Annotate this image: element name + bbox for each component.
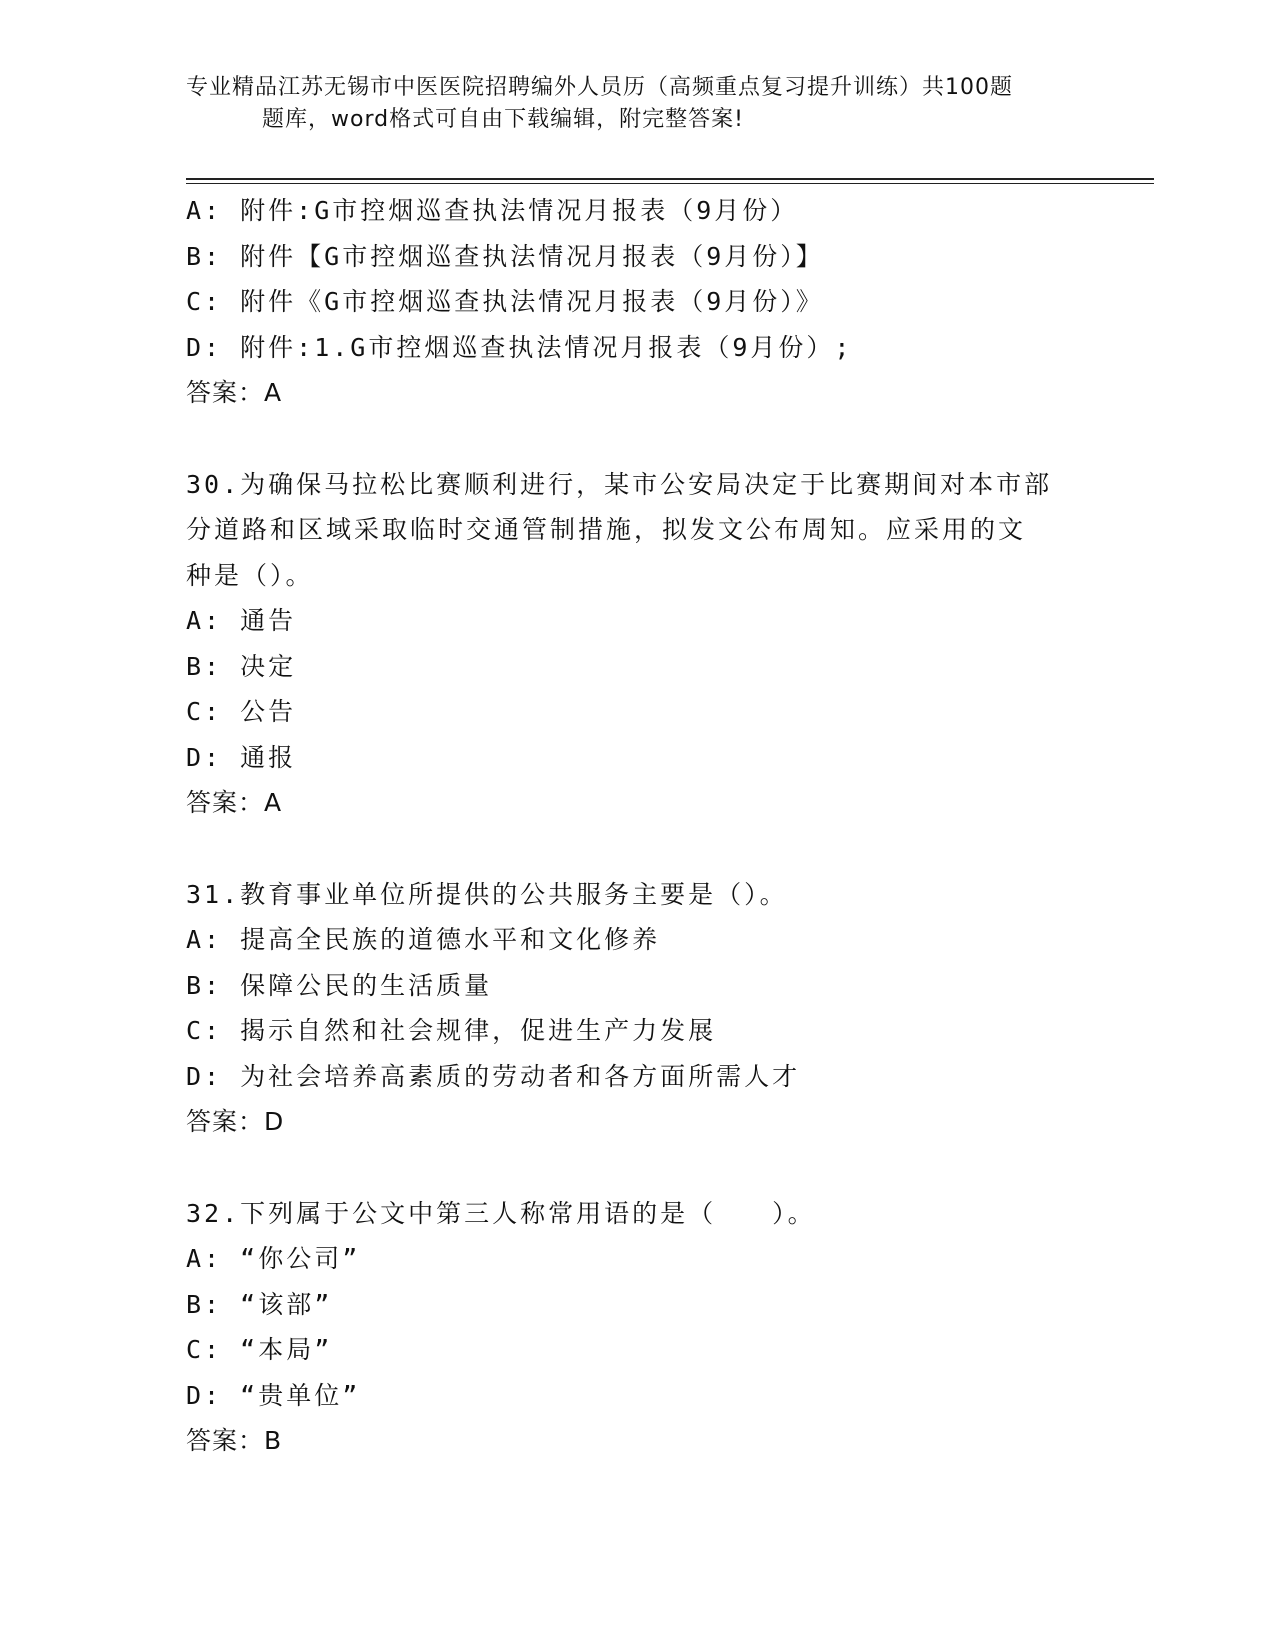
header-rule-thick (186, 178, 1154, 180)
option-c: C: 揭示自然和社会规律，促进生产力发展 (186, 1016, 717, 1045)
block-spacer (186, 826, 1086, 872)
option-c: C: “本局” (186, 1335, 333, 1364)
question-list (186, 188, 1086, 1464)
question-block-30 (186, 462, 1086, 826)
question-text-line: 分道路和区域采取临时交通管制措施，拟发文公布周知。应采用的文 (186, 515, 1027, 544)
block-spacer (186, 416, 1086, 462)
question-block-32 (186, 1191, 1086, 1464)
document-header (186, 72, 1086, 136)
option-c: C: 附件《G市控烟巡查执法情况月报表（9月份）》 (186, 287, 824, 316)
option-a: A: “你公司” (186, 1244, 361, 1273)
option-b: B: 附件【G市控烟巡查执法情况月报表（9月份）】 (186, 241, 824, 271)
question-text-line: 32.下列属于公文中第三人称常用语的是（ ）。 (186, 1198, 816, 1228)
answer-line: 答案：B (186, 1426, 283, 1455)
option-c: C: 公告 (186, 697, 297, 726)
header-title-line-1: 专业精品江苏无锡市中医医院招聘编外人员历（高频重点复习提升训练）共100题 (186, 75, 1013, 100)
option-d: D: 通报 (186, 742, 297, 772)
option-d: D: 附件:1.G市控烟巡查执法情况月报表（9月份）; (186, 332, 853, 362)
option-a: A: 附件:G市控烟巡查执法情况月报表（9月份） (186, 196, 799, 225)
option-b: B: 保障公民的生活质量 (186, 970, 493, 1000)
question-block-31 (186, 872, 1086, 1145)
question-text-line: 30.为确保马拉松比赛顺利进行，某市公安局决定于比赛期间对本市部 (186, 469, 1053, 499)
block-spacer (186, 1145, 1086, 1191)
question-block-29 (186, 188, 1086, 416)
header-rule-thin (186, 183, 1154, 184)
option-b: B: “该部” (186, 1289, 333, 1319)
option-a: A: 通告 (186, 606, 297, 635)
question-text-line: 31.教育事业单位所提供的公共服务主要是（）。 (186, 879, 788, 909)
answer-line: 答案：D (186, 1107, 285, 1136)
option-b: B: 决定 (186, 651, 297, 681)
header-title-line-2: 题库，word格式可自由下载编辑，附完整答案! (262, 107, 744, 132)
option-d: D: “贵单位” (186, 1380, 361, 1410)
question-text-line: 种是（）。 (186, 560, 314, 590)
answer-line: 答案：A (186, 788, 283, 817)
answer-line: 答案：A (186, 378, 283, 407)
option-d: D: 为社会培养高素质的劳动者和各方面所需人才 (186, 1061, 801, 1091)
option-a: A: 提高全民族的道德水平和文化修养 (186, 925, 661, 954)
